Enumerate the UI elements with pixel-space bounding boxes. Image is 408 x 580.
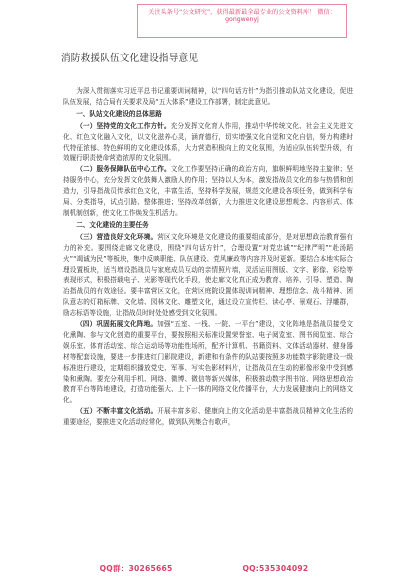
section-1-item-2 <box>63 164 353 219</box>
document-page <box>63 52 353 428</box>
item-heading: （二）服务保障队伍中心工作。 <box>76 165 171 174</box>
footer-contact <box>0 563 408 574</box>
section-2-item-2 <box>63 319 353 406</box>
item-heading: （五）不断丰富文化活动。 <box>76 407 158 416</box>
section-heading-2: 二、文化建设的主要任务 <box>76 220 149 229</box>
promo-banner <box>137 4 347 38</box>
section-heading-1: 一、队站文化建设的总体思路 <box>76 109 162 118</box>
footer-qq-group: QQ群：30265665 <box>99 564 173 573</box>
item-text: 加强“五室、一栈、一院、一平台”建设，文化阵地是指战员接受文化熏陶、参与文化创造的重要平台，要按照相关标准设置荣誉室、电子阅览室、图书阅览室、综合娱乐室、体育活动室、综合运动场等功能性场所，配齐计算机、书籍资料、文体活动器材、健身器材等配套设施，要进一步推进红门影院建设，新建和有条件的队站要按照多功能数字影院建设一级标准进行建设，定期组织播放党史、军事、写实色影材料片，让指战员在生动的影像形象中受到感染和熏陶。要充分利用手机、网络、微博、微信等新兴媒体，积极推动数字图书馆、网络思想政治教育平台等阵地建设，打造功能强大、上下一体的网络文化传播平台，大力发展健康向上的网络文化。 <box>63 320 353 405</box>
intro-paragraph: 为深入贯彻落实习近平总书记重要训词精神，以“四句话方针”为指引推动队站文化建设，促进队伍发展，结合局有关要求及局“五大体系”建设工作部署，制定此意见。 <box>63 87 353 106</box>
item-text: 文化工作要坚持正确的政治方向，旗帜鲜明地坚持主旋律；坚持服务中心，充分发挥文化鼓舞人激励人的作用；坚持以人为本，激发指战员文化的参与热情和创造力，引导指战员传承红色文化，丰富生活，坚持科学发展，规范文化建设各项任务，做到科学布局、分类指导，试点引路、整体推进；坚持改革创新，大力推进文化建设思想观念、内容形式、体制机制创新，使文化工作焕发生机活力。 <box>63 165 354 217</box>
item-text: 开展丰富多彩、健康向上的文化活动是丰富指战员精神文化生活的重要途径，要推进文化活动经常化，做到队列集合有歌声， <box>63 407 354 427</box>
section-1-item-1 <box>63 121 353 165</box>
footer-qq-number: QQ:535304092 <box>242 564 309 573</box>
section-2-item-3 <box>63 406 353 428</box>
promo-banner-text: 关注头条号“公文研究”，获得最新最全最专业的公文资料库！ 微信：gongwenyj <box>148 9 336 23</box>
section-2-item-1 <box>63 232 353 319</box>
document-title: 消防救援队伍文化建设指导意见 <box>61 53 199 64</box>
item-heading: （一）坚持党的文化工作方针。 <box>76 121 171 130</box>
item-text: 营区文化环境是文化建设的重要组成部分，是对思想政治教育强有力的补充。要围绕走廊文化建设，围绕“四句话方针”，合理设置“对党忠诚”“纪律严明”“赴汤蹈火”“竭诚为民”等板块，集中反映职能、队伍建设、党风廉政等内容并及时更新。要结合本地实际合理设置板块，适当增设指战员与家庭成员互动的亲情照片墙，灵活运用图版、文字、影像、彩绘等表现形式，积极搭载电子、光影等现代化手段，使走廊文化真正成为教育、培养、引导、塑造、陶冶指战员的有效途径。要丰富营区文化，在营区庭院设置体现训词精神、理想信念、战斗精神、团队意志的灯箱标牌、文化墙、园林文化、雕塑文化，通过设立宣传栏、读心亭、景观石、浮雕群，励志标语等设施，让指战员时时处处感受到文化氛围。 <box>63 232 354 318</box>
item-text: 充分发挥文化育人作用，推动中华传统文化、社会主义先进文化、红色文化融入文化，以文化滋养心灵，涵育德行，切实增强文化自觉和文化自信，努力构建时代特征浓郁、特色鲜明的文化建设体系，大力营造积极向上的文化氛围，为适应队伍转型升级，有效履行职责使命营造浓厚的文化氛围。 <box>63 121 354 163</box>
item-heading: （四）巩固拓展文化阵地。 <box>76 320 158 329</box>
item-heading: （三）营造良好文化环境。 <box>76 232 158 241</box>
